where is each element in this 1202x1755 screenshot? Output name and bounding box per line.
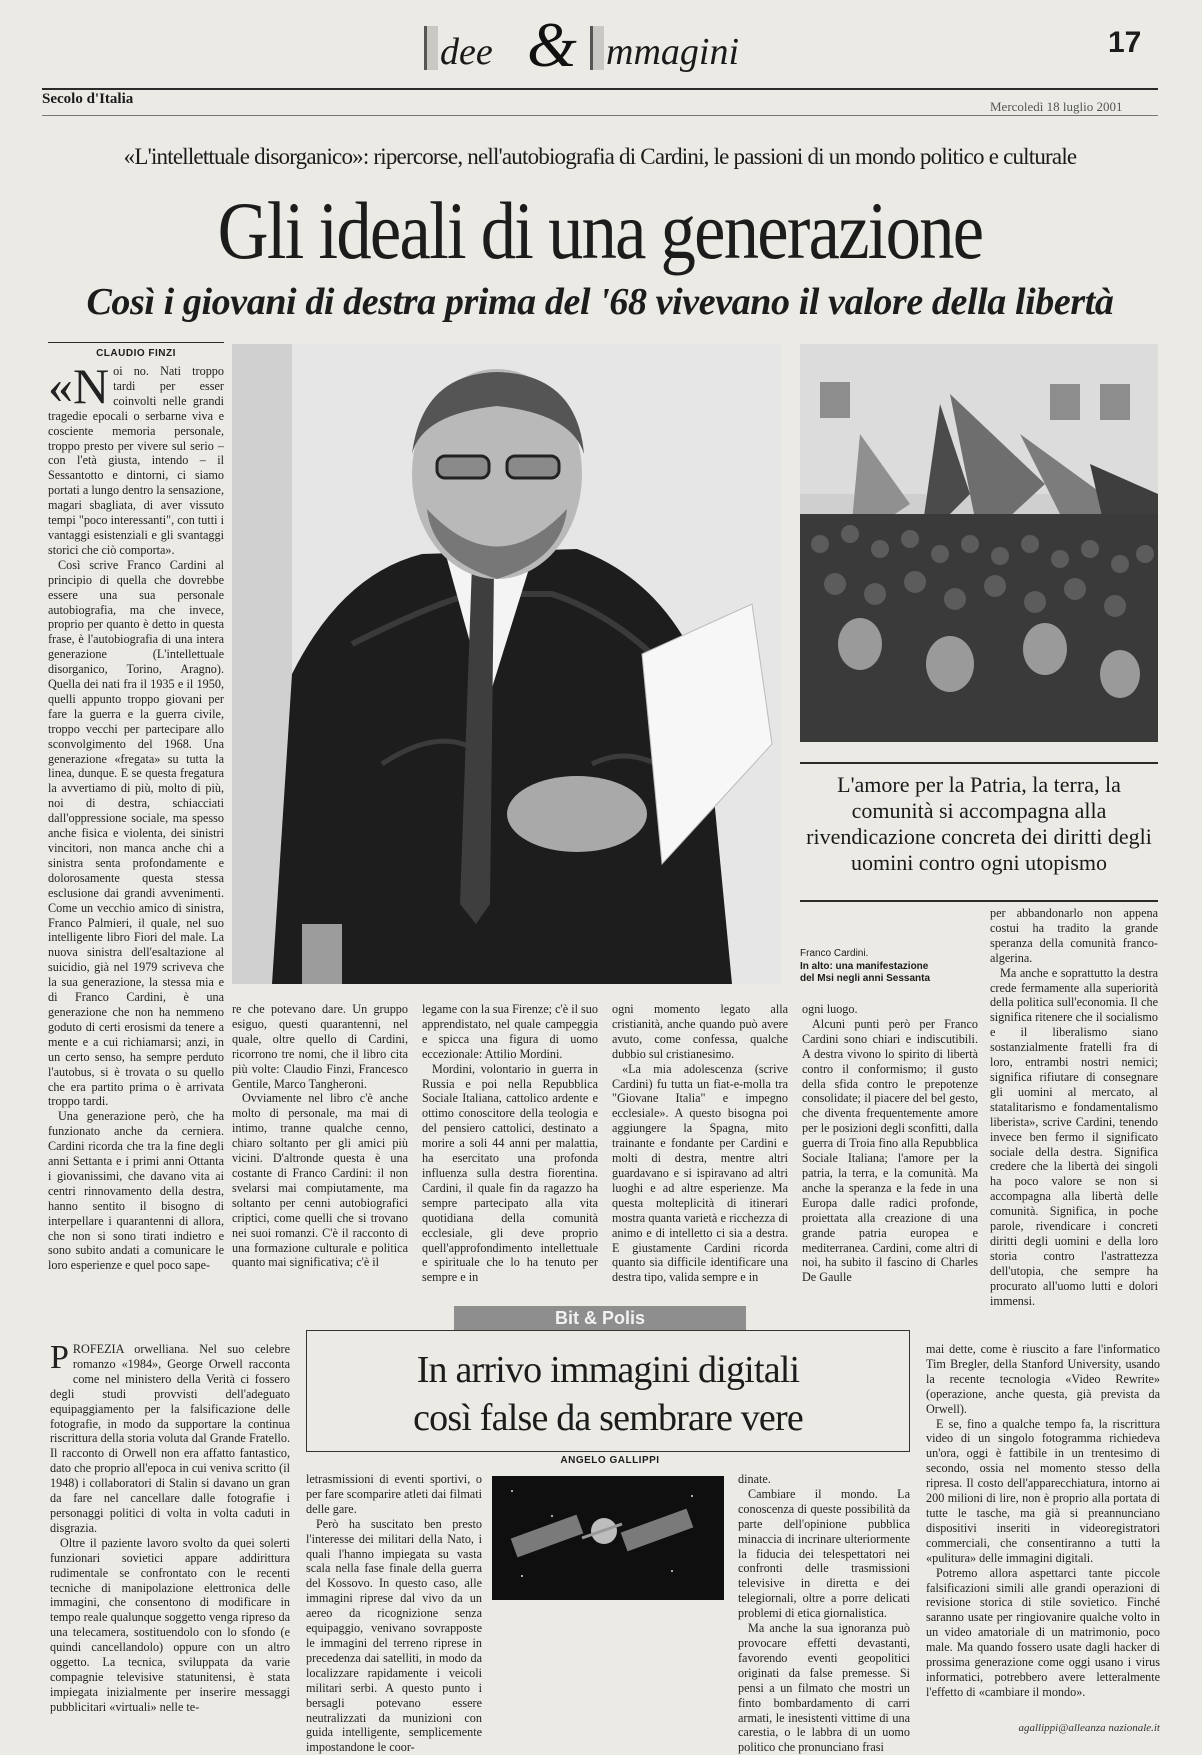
article-paragraph: per abbandonarlo non appena costui ha tradito la grande speranza della comunità franco-algerina. — [990, 906, 1158, 965]
article-column-3 — [422, 1002, 598, 1285]
article-paragraph: Cambiare il mondo. La conoscenza di queste possibilità da parte dell'opinione pubblica minaccia di incrinare ulteriormente la fiducia dei telespettatori nei confronti delle trasmissioni televisive in diretta e dei telegiornali, oltre a porre delicati problemi di etica giornalistica. — [738, 1486, 910, 1621]
newspaper-name: Secolo d'Italia — [42, 91, 134, 107]
article-paragraph: ogni luogo. — [802, 1002, 858, 1016]
photo-caption — [800, 948, 970, 986]
section-title — [424, 9, 804, 84]
article-byline: CLAUDIO FINZI — [96, 348, 176, 359]
article-headline: Gli ideali di una generazione — [217, 185, 983, 276]
pullquote-rule-top — [800, 762, 1158, 764]
article-column-6 — [990, 906, 1158, 1308]
section-word-mmagini: mmagini — [606, 31, 739, 73]
article-paragraph: Alcuni punti però per Franco Cardini sono chiari e indiscutibili. A destra vivono lo spirito di libertà contro il conformismo; il gusto della sfida contro le prepotenze consolidate; il piacere del bel gesto, che diventa frequentemente amore per le posizioni degli sconfitti, dalla guerra di Troia fino alla Repubblica Sociale Italiana; l'amore per la patria, la terra, e la comunità. Ma anche la speranza e la fede in una Europa dalle radici profonde, proiettata alla creazione di una grande patria europea e mediterranea. Cardini, come altri di noi, ha subito il fascino di Charles De Gaulle — [802, 1016, 978, 1285]
article-paragraph: Così scrive Franco Cardini al principio di quella che dovrebbe essere una sua personale autobiografia, ma che invece, proprio per quanto è detto in questa frase, è l'autobiografia di una intera generazione (L'intellettuale disorganico, Torino, Aragno). Quella dei nati fra il 1935 e il 1950, quelli appunto troppo giovani per fare la guerra e la guerra civile, troppo vecchi per partecipare allo sconvolgimento del 1968. Una generazione «fregata» su tutta la linea, dunque. E se questa fregatura la avvertiamo di più, molto di più, noi di destra, schiacciati dall'oppressione sociale, ma spesso anche fisica e violenta, dei sinistri vincitori, non manca anche chi a sinistra senta profondamente e dolorosamente questa stessa esclusione dai grandi avvenimenti. Come un vecchio amico di sinistra, Franco Palmieri, il quale, nel suo intelligente libro Fiori del male. La nuova sinistra dell'esaltazione al suicidio, già nel 1979 scriveva che la sua generazione, la stessa mia e di Franco Cardini, è una generazione che non ha nemmeno goduto di certi erosismi da tenere a mente e a cui richiamarsi; anzi, in un certo senso, ha sempre perduto l'autobus, si è trovata o su quello che era partito prima o è arrivata troppo tardi. — [48, 557, 224, 1109]
article-paragraph: letrasmissioni di eventi sportivi, o per fare scomparire atleti dai filmati delle gare. — [306, 1472, 482, 1516]
pull-quote: L'amore per la Patria, la terra, la comunità si accompagna alla rivendicazione concreta dei diritti degli uomini contro ogni utopismo — [806, 772, 1152, 875]
section-word-dee: dee — [440, 31, 493, 73]
article-paragraph: dinate. — [738, 1472, 771, 1486]
satellite-illustration — [492, 1476, 724, 1600]
pullquote-rule-bottom — [800, 900, 1158, 902]
crowd-photo — [800, 344, 1158, 742]
section-initial-box-1 — [424, 26, 438, 70]
article-subhead: Così i giovani di destra prima del '68 vivevano il valore della libertà — [86, 281, 1114, 323]
article-paragraph: re che potevano dare. Un gruppo esiguo, questi quarantenni, nel quale, oltre quello di Cardini, ricorrono tre nomi, che il libro cita più volte: Claudio Finzi, Francesco Gentile, Marco Tangheroni. — [232, 1002, 408, 1091]
article-paragraph: Però ha suscitato ben presto l'interesse dei militari della Nato, i quali l'hanno impiegata su vasta scala nella fase finale della guerra del Kossovo. In questo caso, alle immagini riprese dal vivo da un aereo da ricognizione senza equipaggio, venivano sovrapposte le immagini del terreno riprese in precedenza dai satelliti, in modo da localizzare rapidamente i veicoli militari serbi. A questo punto i bersagli potevano essere neutralizzati da munizioni con guida intelligente, semplicemente impostandone le coor- — [306, 1516, 482, 1755]
section-initial-box-2 — [590, 26, 604, 70]
drop-cap: «N — [48, 358, 110, 414]
article-kicker: «L'intellettuale disorganico»: ripercorse, nell'autobiografia di Cardini, le passioni di un mondo politico e culturale — [123, 144, 1077, 169]
article-paragraph: Mordini, volontario in guerra in Russia e poi nella Repubblica Sociale Italiana, cattolico ardente e ottimo conoscitore della teologia e del pensiero cattolici, destinato a morire a soli 44 anni per malattia, ha esercitato una profonda influenza sulla destra fiorentina. Cardini, il quale fin da ragazzo ha sempre partecipato alla vita quotidiana della comunità ecclesiale, gli deve proprio quell'approfondimento intellettuale e spirituale che lo ha tenuto per sempre e in — [422, 1061, 598, 1285]
caption-line-2: In alto: una manifestazione — [800, 960, 929, 972]
article-paragraph: ogni momento legato alla cristianità, anche quando può avere avuto, come confessa, qualche dubbio sul cristianesimo. — [612, 1002, 788, 1061]
article-paragraph: Ovviamente nel libro c'è anche molto di personale, ma mai di intimo, tranne qualche cenno, chiaro soltanto per gli amici più vicini. D'altronde questa è una costante di Franco Cardini: il non svelarsi mai compiutamente, ma soltanto per cenni autobiografici criptici, come quelli che si trovano nei suoi romanzi. C'è il racconto di una formazione culturale e politica quanto mai significativa; c'è il — [232, 1091, 408, 1270]
author-signature: agallippi@alleanza nazionale.it — [1018, 1722, 1160, 1734]
section-ampersand: & — [527, 9, 577, 80]
satellite-image — [492, 1476, 724, 1600]
portrait-illustration — [232, 344, 782, 984]
article-paragraph: Ma anche la sua ignoranza può provocare effetti devastanti, favorendo eventi geopolitici originati da false premesse. Si pensi a un filmato che mostri un finto bombardamento di carri armati, le inesistenti vittime di una carestia, o le labbra di un uomo politico che pronunciano frasi — [738, 1621, 910, 1755]
article-paragraph: Oltre il paziente lavoro svolto da quei solerti funzionari sovietici appare addirittura rudimentale se confrontato con le recenti tecniche di manipolazione elettronica delle immagini, che consentono di modificare in tempo reale qualunque soggetto venga ripreso da una telecamera, sostituendolo con lo sfondo (e quindi cancellandolo) oppure con un altro oggetto. La tecnica, sviluppata da varie compagnie televisive statunitensi, è stata impiegata inizialmente per inserire messaggi pubblicitari «virtuali» nelle te- — [50, 1535, 290, 1714]
article-paragraph: Una generazione però, che ha funzionato anche da cerniera. Cardini ricorda che tra la fine degli anni Settanta e i primi anni Ottanta i giovanissimi, che davano vita ai centri rinnovamento della destra, hanno sentito il bisogno di interpellare i quarantenni di allora, che non si sono tirati indietro e sono subito andati a comunicare le loro esperienze e quel poco sape- — [48, 1109, 224, 1273]
article-column-5 — [802, 1002, 978, 1285]
crowd-illustration — [800, 344, 1158, 742]
article-paragraph: Ma anche e soprattutto la destra crede fermamente alla superiorità della politica sull'economia. Il che significa ritenere che il socialismo e il liberalismo siano sostanzialmente fratelli fra di loro, entrambi nostri nemici; significa rifiutare di consegnare gli uomini al mercato, al statalitarismo e fondamentalismo liberista», scrive Cardini, tenendo invece ben fermo il significato sociale della destra. Significa credere che la libertà dei singoli ha poco valore se non si accompagna alla libertà delle comunità. Significa, in poche parole, rivendicare i concreti diritti degli uomini e della loro storia contro l'astrattezza dell'utopia, che sempre ha procurato all'uomo lutti e dolori immensi. — [990, 965, 1158, 1308]
caption-line-3: del Msi negli anni Sessanta — [800, 973, 931, 984]
lead-text: ROFEZIA orwelliana. Nel suo celebre romanzo «1984», George Orwell racconta come nel ministero della Verità ci fossero degli studi provvisti dell'adeguato equipaggiamento per la falsificazione delle fotografie, in modo da supportare la continua riscrittura della storia voluta dal Grande Fratello. Il racconto di Orwell non era affatto fantastico, dato che proprio all'epoca in cui veniva scritto (il 1948) i collaboratori di Stalin si davano un gran da fare nel cancellare dalle fotografie i personaggi politici di volta in volta caduti in disgrazia. — [50, 1342, 290, 1535]
article-paragraph: Potremo allora aspettarci tante piccole falsificazioni simili alle grandi operazioni di revisione storica di stile sovietico. Finché saranno usate per ringiovanire qualche volto in un video amatoriale di un matrimonio, poco male. Ma quando fossero usate dagli hacker di prossima generazione come oggi usano i virus informatici, potrebbero avere letteralmente l'effetto di «cambiare il mondo». — [926, 1565, 1160, 1699]
lead-text: oi no. Nati troppo tardi per esser coinvolti nelle grandi tragedie epocali o serbarne viva e cosciente memoria personale, troppo presto per vivere sul serio – con l'età giusta, intendo – il Sessantotto e dintorni, ci siamo portati a lungo dentro la sensazione, magari sbagliata, di aver vissuto tempi "poco interessanti", con tutti i vantaggi esistenziali e gli svantaggi storici che ciò comporta». — [48, 364, 224, 557]
caption-line-1: Franco Cardini. — [800, 948, 869, 959]
article2-byline: ANGELO GALLIPPI — [560, 1455, 660, 1466]
article2-headline-line-2: così false da sembrare vere — [413, 1397, 803, 1439]
page-number: 17 — [1108, 26, 1142, 59]
byline-rule — [48, 342, 224, 343]
article2-headline-line-1: In arrivo immagini digitali — [416, 1349, 800, 1391]
article-paragraph: legame con la sua Firenze; c'è il suo apprendistato, nel quale campeggia e spicca una figura di uomo eccezionale: Attilio Mordini. — [422, 1002, 598, 1061]
portrait-photo — [232, 344, 782, 984]
article2-column-3 — [738, 1472, 910, 1755]
article-column-1 — [48, 358, 224, 1274]
article-paragraph: E se, fino a qualche tempo fa, la riscrittura video di un singolo fotogramma richiedeva un'ora, oggi è fattibile in un trentesimo di secondo, ossia nel momento stesso della ripresa. Il costo dell'apparecchiatura, intorno ai 200 milioni di lire, non è proprio alla portata di tutte le tasche, ma già si preannunciano dispositivi inseriti in videoregistratori commerciali, che consentiranno a tutti la «pulitura» delle immagini digitali. — [926, 1416, 1160, 1565]
drop-cap: P — [50, 1339, 69, 1376]
article-paragraph — [48, 358, 224, 558]
article2-column-2 — [306, 1472, 482, 1755]
article-paragraph: «La mia adolescenza (scrive Cardini) fu tutta un fìat-e-molla tra "Giovane Italia" e impegno ecclesiale». A questo bisogna poi aggiungere la Spagna, mito trainante e fondante per Cardini e molti di destra, mentre altri guardavano e si ispiravano ad altri luoghi e ad altre esperienze. Ma questa molteplicità di itinerari mostra quanta varietà e ricchezza di animo e di intelletto ci sia a destra. E giustamente Cardini ricorda quanto sia difficile identificare una destra tipo, valida sempre e in — [612, 1061, 788, 1285]
issue-date: Mercoledì 18 luglio 2001 — [990, 99, 1123, 114]
masthead-rule-top — [42, 88, 1158, 90]
article2-column-4 — [926, 1342, 1160, 1720]
article-paragraph: mai dette, come è riuscito a fare l'informatico Tim Bregler, della Stanford University, usando la recente tecnologia «Video Rewrite» (operazione, anche questa, già prevista da Orwell). — [926, 1342, 1160, 1416]
article-paragraph — [50, 1339, 290, 1536]
article2-column-1 — [50, 1339, 290, 1734]
article-column-4 — [612, 1002, 788, 1285]
masthead-rule-bottom — [42, 115, 1158, 116]
rubric-label: Bit & Polis — [554, 1308, 645, 1328]
article-column-2 — [232, 1002, 408, 1274]
